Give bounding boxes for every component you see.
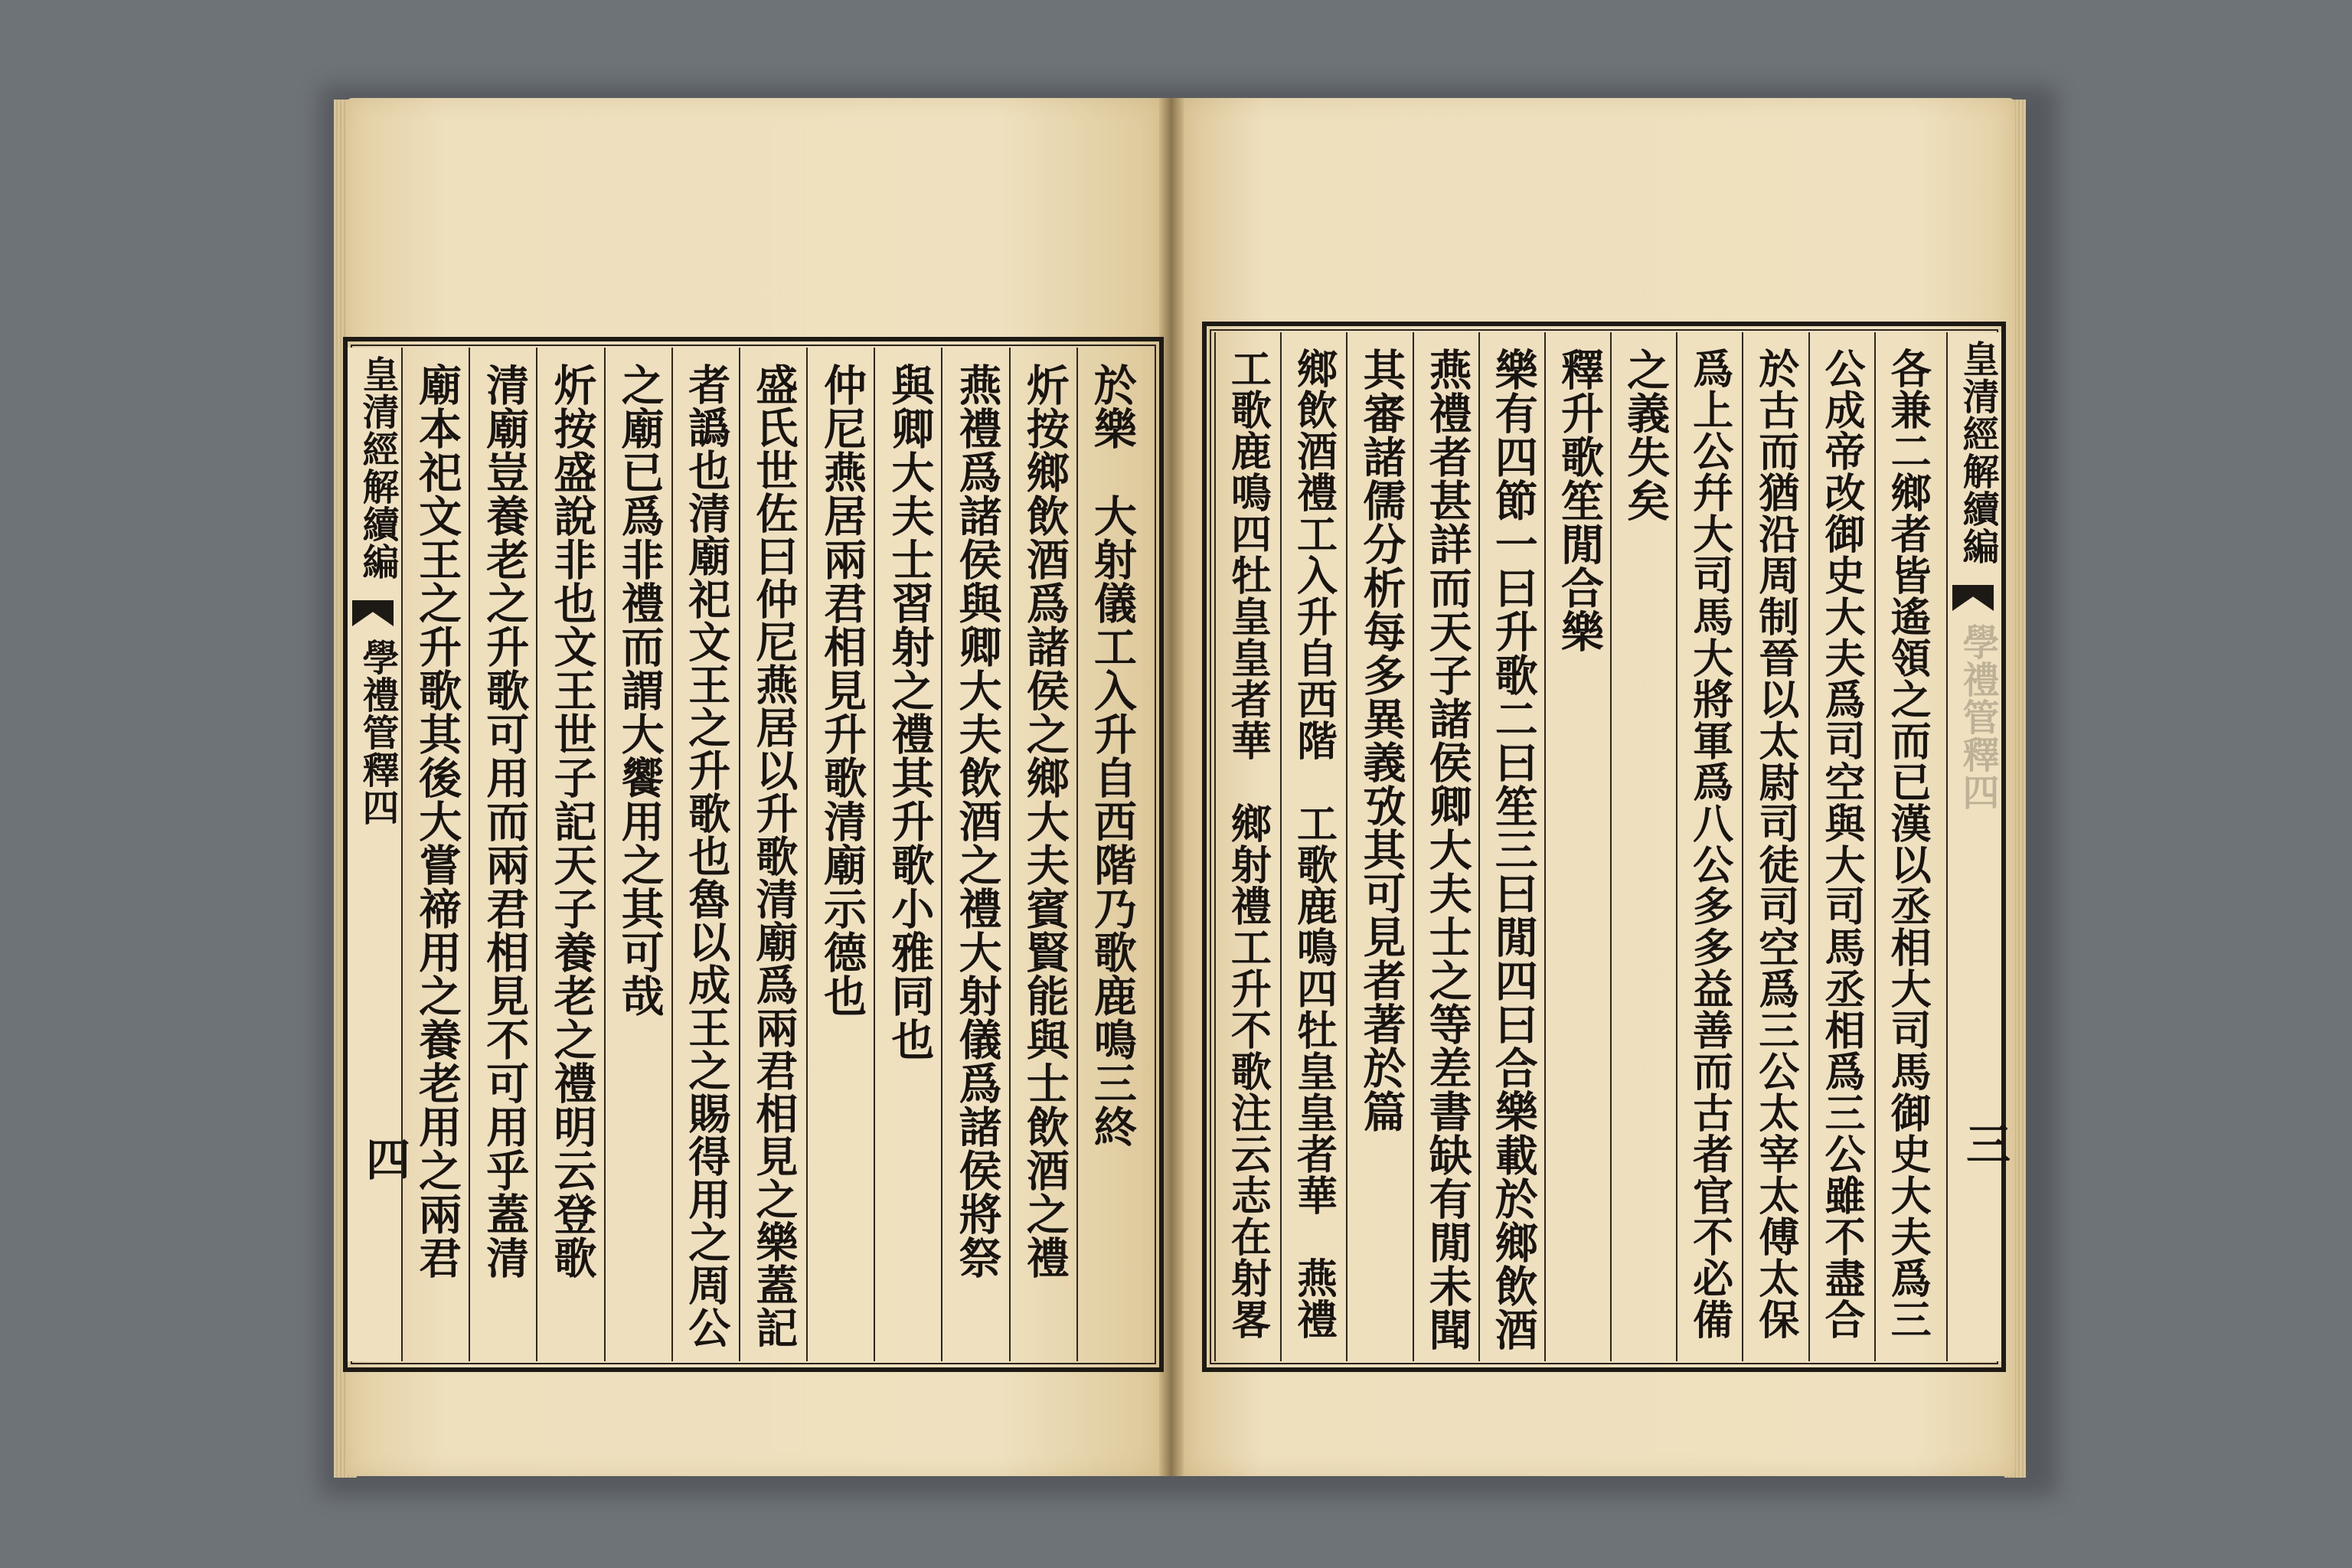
column-text: 仲尼燕居兩君相見升歌清廟示德也	[817, 363, 868, 1018]
text-column	[1413, 332, 1478, 1361]
text-column	[874, 348, 941, 1361]
column-text: 炘按鄉飲酒爲諸侯之鄉大夫賓賢能與士飲酒之禮	[1019, 363, 1070, 1279]
text-column	[469, 348, 536, 1361]
column-text: 之義失矣	[1620, 348, 1671, 522]
column-text: 者譌也清廟祀文王之升歌也魯以成王之賜得用之周公	[681, 363, 732, 1349]
text-column	[739, 348, 806, 1361]
column-text: 於古而猶沿周制晉以太尉司徒司空爲三公太宰太傅太保	[1752, 348, 1800, 1340]
text-column	[1478, 332, 1544, 1361]
left-banxin	[348, 348, 410, 1361]
text-column	[1610, 332, 1676, 1361]
text-column	[1874, 332, 1940, 1361]
text-column	[941, 348, 1008, 1361]
right-section-title: 學禮管釋四	[1956, 623, 1999, 811]
left-margin-title: 皇清經解續編	[356, 355, 399, 580]
column-text: 其審諸儒分析每多異義攷其可見者著於篇	[1356, 348, 1407, 1133]
column-text: 工歌鹿鳴四牡皇皇者華 鄉射禮工升不歌注云志在射畧	[1224, 348, 1272, 1340]
text-column	[1808, 332, 1874, 1361]
column-text: 樂有四節一曰升歌二曰笙三曰閒四曰合樂載於鄉飲酒	[1488, 348, 1539, 1351]
text-column	[1346, 332, 1412, 1361]
column-text: 燕禮爲諸侯與卿大夫飲酒之禮大射儀爲諸侯將祭	[952, 363, 1003, 1279]
text-column	[806, 348, 874, 1361]
column-text: 之廟已爲非禮而謂大饗用之其可哉	[614, 363, 665, 1018]
fishtail-mark	[352, 600, 394, 626]
right-text-frame	[1202, 322, 2011, 1372]
text-column	[401, 348, 469, 1361]
left-page-number: 四	[358, 1136, 410, 1181]
text-column	[1742, 332, 1808, 1361]
column-text: 廟本祀文王之升歌其後大嘗禘用之養老用之兩君	[412, 363, 463, 1279]
text-column	[1009, 348, 1076, 1361]
text-column	[604, 348, 671, 1361]
text-column	[1280, 332, 1346, 1361]
column-text: 清廟豈養老之升歌可用而兩君相見不可用乎蓋清	[479, 363, 531, 1279]
left-section-title: 學禮管釋四	[356, 639, 399, 826]
text-column	[1676, 332, 1742, 1361]
column-text: 盛氏世佐曰仲尼燕居以升歌清廟爲兩君相見之樂蓋記	[749, 363, 799, 1349]
text-column	[536, 348, 603, 1361]
right-page-number: 三	[1958, 1121, 2011, 1165]
column-text: 燕禮者甚詳而天子諸侯卿大夫士之等差書缺有閒未聞	[1422, 348, 1473, 1351]
column-text: 炘按盛說非也文王世子記天子養老之禮明云登歌	[547, 363, 598, 1279]
right-banxin	[1946, 332, 2011, 1361]
text-column	[671, 348, 739, 1361]
column-text: 釋升歌笙閒合樂	[1553, 348, 1605, 653]
column-text: 各兼二鄉者皆遙領之而已漢以丞相大司馬御史大夫爲三	[1884, 348, 1932, 1340]
column-text: 公成帝改御史大夫爲司空與大司馬丞相爲三公雖不盡合	[1818, 348, 1866, 1340]
text-column	[1214, 332, 1280, 1361]
column-text: 爲上公幷大司馬大將軍爲八公多多益善而古者官不必備	[1686, 348, 1734, 1340]
fishtail-mark	[1952, 585, 1994, 611]
column-text: 於樂 大射儀工入升自西階乃歌鹿鳴三終	[1086, 363, 1138, 1148]
text-column	[1076, 348, 1144, 1361]
left-text-frame	[343, 337, 1164, 1372]
text-column	[1544, 332, 1610, 1361]
column-text: 與卿大夫士習射之禮其升歌小雅同也	[884, 363, 936, 1061]
right-margin-title: 皇清經解續編	[1956, 340, 1999, 565]
column-text: 鄉飲酒禮工入升自西階 工歌鹿鳴四牡皇皇者華 燕禮	[1290, 348, 1338, 1340]
